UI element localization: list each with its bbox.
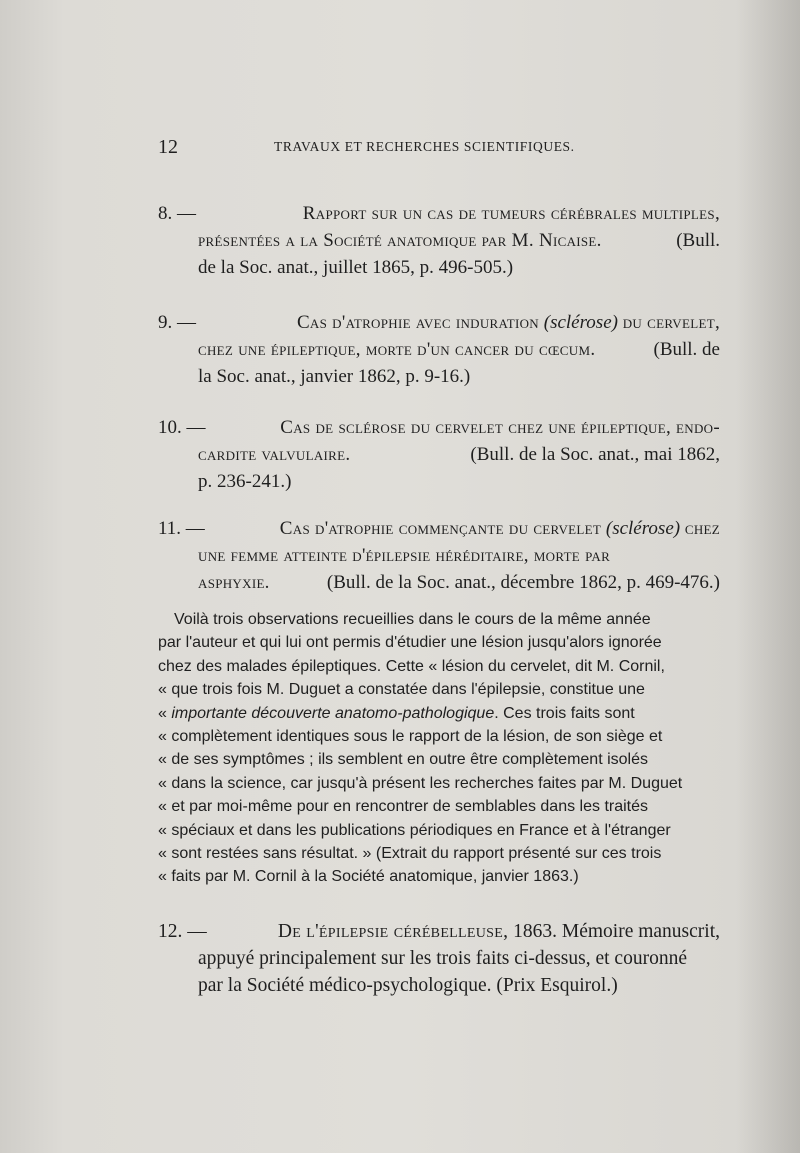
paragraph-line: . Ces trois faits sont <box>494 704 635 722</box>
entry-citation: (Bull. de la Soc. anat., mai 1862, <box>470 444 720 465</box>
entry-title: Rapport sur un cas de tumeurs cérébrales multiples, <box>302 203 720 224</box>
entry-title: Cas de sclérose du cervelet chez une épileptique, endo- <box>280 417 720 438</box>
paragraph-line-italic: importante découverte anatomo-pathologique <box>171 704 495 722</box>
commentary-paragraph <box>158 608 714 889</box>
entry-title: chez <box>684 518 720 539</box>
entry-title: Cas d'atrophie commençante du cervelet <box>279 518 602 539</box>
entry-number: 8. — <box>158 203 196 224</box>
entry-title: cardite valvulaire. <box>198 444 351 465</box>
entry-number: 9. — <box>158 312 196 333</box>
paragraph-line: « que trois fois M. Duguet a constatée dans l'épilepsie, constitue une <box>158 681 645 699</box>
entry-number: 10. — <box>158 417 206 438</box>
entry-title: Cas d'atrophie avec induration <box>296 312 539 333</box>
entry-title: De l'épilepsie cérébelleuse, <box>277 921 509 942</box>
paragraph-line: « sont restées sans résultat. » (Extrait du rapport présenté sur ces trois <box>158 845 662 863</box>
entry-citation: (Bull. <box>676 230 720 251</box>
entry-citation: 1863. Mémoire manuscrit, <box>513 921 720 942</box>
entry-9 <box>158 309 720 390</box>
entry-11 <box>158 515 720 596</box>
paragraph-line: « faits par M. Cornil à la Société anatomique, janvier 1863.) <box>158 868 579 886</box>
entry-12 <box>158 918 720 999</box>
entry-description: par la Société médico-psychologique. (Prix Esquirol.) <box>198 975 618 996</box>
paragraph-line: « et par moi-même pour en rencontrer de semblables dans les traités <box>158 798 649 816</box>
entry-citation: (Bull. de <box>653 339 720 360</box>
entry-8 <box>158 200 720 281</box>
entry-citation: p. 236-241.) <box>198 471 292 492</box>
page-number: 12 <box>158 136 178 158</box>
entry-number: 12. — <box>158 921 207 942</box>
entry-description: appuyé principalement sur les trois faits ci-dessus, et couronné <box>198 948 687 969</box>
running-title: TRAVAUX ET RECHERCHES SCIENTIFIQUES. <box>274 139 575 154</box>
entry-title: asphyxie. <box>198 572 270 593</box>
entry-title: présentées a la Société anatomique par M. Nicaise. <box>198 230 602 251</box>
entry-number: 11. — <box>158 518 205 539</box>
paragraph-line: « dans la science, car jusqu'à présent les recherches faites par M. Duguet <box>158 774 683 792</box>
entry-title: du cervelet, <box>622 312 720 333</box>
entry-title-italic: (sclérose) <box>543 312 618 333</box>
paragraph-line: « spéciaux et dans les publications périodiques en France et à l'étranger <box>158 821 671 839</box>
paragraph-line: par l'auteur et qui lui ont permis d'étudier une lésion jusqu'alors ignorée <box>158 634 662 652</box>
entry-title-italic: (sclérose) <box>605 518 681 539</box>
entry-citation: (Bull. de la Soc. anat., décembre 1862, p. 469-476.) <box>326 572 720 593</box>
paragraph-line: chez des malades épileptiques. Cette « lésion du cervelet, dit M. Cornil, <box>158 657 665 675</box>
paragraph-line: Voilà trois observations recueillies dans le cours de la même année <box>174 611 651 628</box>
paragraph-line: « complètement identiques sous le rapport de la lésion, de son siège et <box>158 728 663 746</box>
entry-citation: de la Soc. anat., juillet 1865, p. 496-505.) <box>198 257 514 278</box>
entry-title: chez une épileptique, morte d'un cancer du cœcum. <box>198 339 596 360</box>
page-header <box>158 136 718 160</box>
entry-10 <box>158 414 720 495</box>
entry-citation: la Soc. anat., janvier 1862, p. 9-16.) <box>198 366 471 387</box>
paragraph-line: « de ses symptômes ; ils semblent en outre être complètement isolés <box>158 751 648 769</box>
entry-title: une femme atteinte d'épilepsie héréditaire, morte par <box>198 545 611 566</box>
paragraph-line: « <box>158 704 172 722</box>
